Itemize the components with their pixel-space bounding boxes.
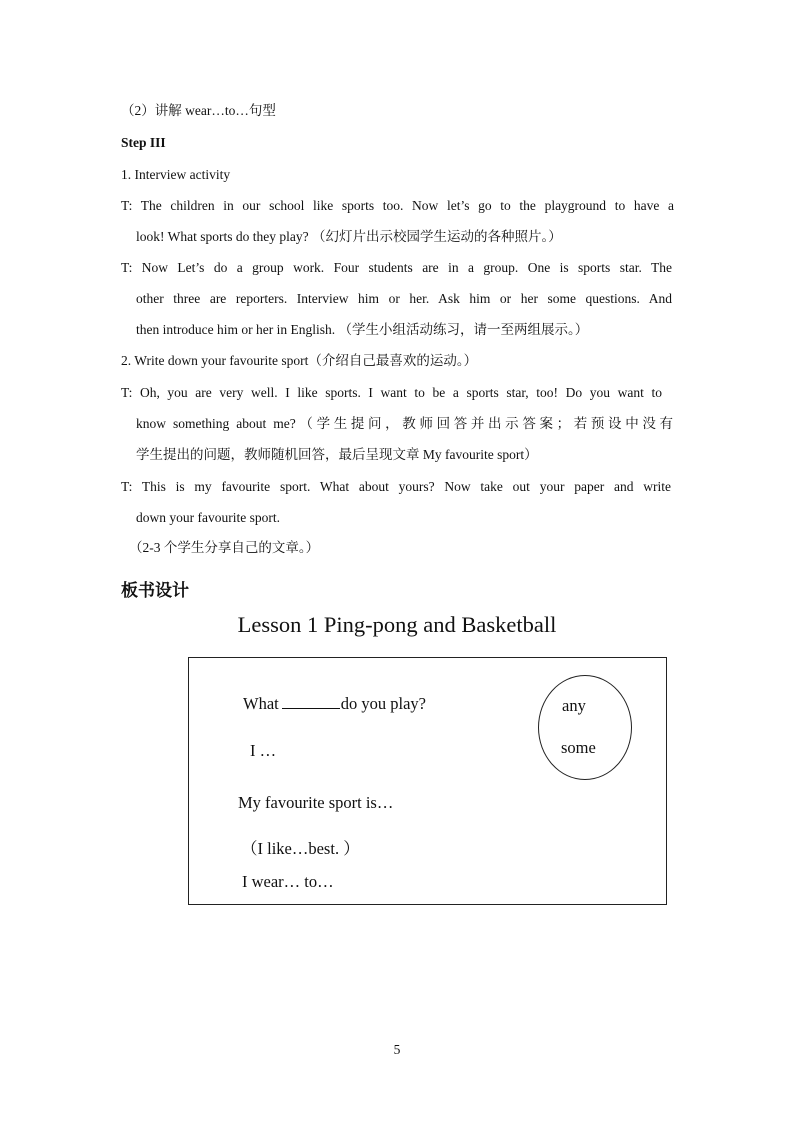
fill-blank [282,694,340,709]
circle-word-any: any [562,696,586,715]
answer-line: I … [250,741,277,760]
text-line: 1. Interview activity [121,167,231,182]
question-start: What [243,694,279,713]
question-end: do you play? [340,694,426,713]
favourite-line: My favourite sport is… [238,793,394,812]
text-line: （2-3 个学生分享自己的文章。） [129,540,320,555]
text-line: （2）讲解 wear…to…句型 [121,103,276,118]
question-line [243,694,426,714]
text-line: T: The children in our school like sports too. Now let’s go to the playground to have a [121,198,674,213]
text-line: 2. Write down your favourite sport（介绍自己最喜欢的运动。） [121,353,478,368]
word-circle [538,675,632,780]
text-line: then introduce him or her in English. （学生小组活动练习，请一至两组展示。） [136,322,589,337]
like-line: （I like…best. ） [241,839,360,858]
text-line: T: This is my favourite sport. What about yours? Now take out your paper and write [121,479,671,494]
step-heading: Step III [121,135,166,150]
circle-word-some: some [561,738,596,757]
text-line: T: Now Let’s do a group work. Four students are in a group. One is sports star. The [121,260,672,275]
text-line: other three are reporters. Interview him or her. Ask him or her some questions. And [136,291,672,306]
text-line: know something about me?（学生提问，教师回答并出示答案；若预设中没有 [136,416,673,431]
blackboard-box [188,657,667,905]
text-line: 学生提出的问题，教师随机回答，最后呈现文章 My favourite sport） [136,447,538,462]
page-number: 5 [393,1042,401,1057]
wear-line: I wear… to… [242,872,334,891]
text-line: T: Oh, you are very well. I like sports. I want to be a sports star, too! Do you want to [121,385,662,400]
section-heading: 板书设计 [121,581,189,601]
text-line: look! What sports do they play? （幻灯片出示校园学生运动的各种照片。） [136,229,562,244]
text-line: down your favourite sport. [136,510,280,525]
board-title: Lesson 1 Ping-pong and Basketball [237,612,557,637]
